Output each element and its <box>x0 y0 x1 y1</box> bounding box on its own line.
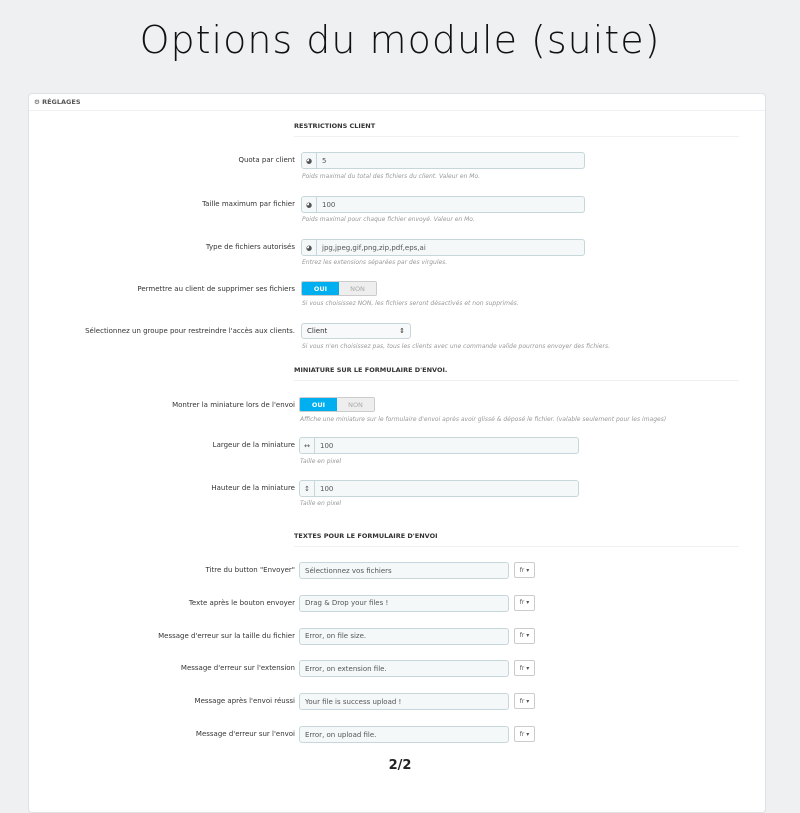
section-textes: TEXTES POUR LE FORMULAIRE D'ENVOI <box>294 532 739 547</box>
toggle-oui[interactable]: OUI <box>302 282 339 295</box>
types-label: Type de fichiers autorisés <box>205 243 295 251</box>
arrows-horizontal-icon: ↔ <box>300 438 315 453</box>
groupe-select[interactable] <box>301 323 411 339</box>
text-value: Error, on file size. <box>305 632 367 641</box>
arrows-vertical-icon: ↕ <box>300 481 315 496</box>
groupe-label: Sélectionnez un groupe pour restreindre l'accès aux clients. <box>85 327 295 335</box>
supprimer-label: Permettre au client de supprimer ses fichiers <box>137 285 295 293</box>
taille-input[interactable] <box>301 196 585 213</box>
groupe-value: Client <box>307 327 328 335</box>
pie-chart-icon: ◕ <box>302 240 317 255</box>
types-input[interactable] <box>301 239 585 256</box>
gears-icon: ⚙ <box>34 98 43 106</box>
text-label: Titre du button "Envoyer" <box>205 566 295 574</box>
taille-help: Poids maximal pour chaque fichier envoyé. Valeur en Mo. <box>302 216 475 223</box>
largeur-value: 100 <box>320 441 334 450</box>
hauteur-label: Hauteur de la miniature <box>211 484 295 492</box>
language-dropdown[interactable]: fr ▾ <box>514 628 535 644</box>
select-arrows-icon: ⇕ <box>399 327 405 335</box>
section-miniature: MINIATURE SUR LE FORMULAIRE D'ENVOI. <box>294 366 739 381</box>
language-dropdown[interactable]: fr ▾ <box>514 595 535 611</box>
toggle-oui[interactable]: OUI <box>300 398 337 411</box>
text-input[interactable] <box>299 726 509 743</box>
text-value: Your file is success upload ! <box>305 697 402 706</box>
supprimer-toggle[interactable] <box>301 281 377 296</box>
page-title: Options du module (suite) <box>139 18 661 62</box>
toggle-non[interactable]: NON <box>339 282 376 295</box>
text-label: Message d'erreur sur l'envoi <box>195 730 295 738</box>
hauteur-help: Taille en pixel <box>300 500 342 507</box>
text-value: Error, on upload file. <box>305 730 377 739</box>
largeur-label: Largeur de la miniature <box>212 441 295 449</box>
text-value: Error, on extension file. <box>305 664 387 673</box>
quota-label: Quota par client <box>238 156 295 164</box>
text-value: Sélectionnez vos fichiers <box>305 566 392 575</box>
section-restrictions: RESTRICTIONS CLIENT <box>294 122 739 137</box>
text-input[interactable] <box>299 562 509 579</box>
types-value: jpg,jpeg,gif,png,zip,pdf,eps,ai <box>322 243 426 252</box>
hauteur-input[interactable] <box>299 480 579 497</box>
montrer-label: Montrer la miniature lors de l'envoi <box>172 401 295 409</box>
montrer-help: Affiche une miniature sur le formulaire d'envoi après avoir glissé & déposé le fichier. (valable seulement pour les images) <box>300 416 667 423</box>
panel-title: RÉGLAGES <box>42 98 81 106</box>
page-indicator: 2/2 <box>388 758 412 773</box>
language-dropdown[interactable]: fr ▾ <box>514 562 535 578</box>
hauteur-value: 100 <box>320 484 334 493</box>
text-input[interactable] <box>299 693 509 710</box>
types-help: Entrez les extensions séparées par des virgules. <box>302 259 448 266</box>
pie-chart-icon: ◕ <box>302 153 317 168</box>
text-input[interactable] <box>299 628 509 645</box>
text-label: Message après l'envoi réussi <box>194 697 295 706</box>
text-label: Message d'erreur sur la taille du fichier <box>158 631 295 640</box>
quota-value: 5 <box>322 156 327 165</box>
pie-chart-icon: ◕ <box>302 197 317 212</box>
panel-header <box>29 94 765 111</box>
quota-help: Poids maximal du total des fichiers du client. Valeur en Mo. <box>302 173 481 180</box>
language-dropdown[interactable]: fr ▾ <box>514 660 535 676</box>
toggle-non[interactable]: NON <box>337 398 374 411</box>
text-label: Texte après le bouton envoyer <box>188 598 295 607</box>
text-label: Message d'erreur sur l'extension <box>180 664 295 673</box>
language-dropdown[interactable]: fr ▾ <box>514 693 535 709</box>
groupe-help: Si vous n'en choisissez pas, tous les clients avec une commande valide pourrons envoyer des fichiers. <box>302 343 610 350</box>
text-value: Drag & Drop your files ! <box>305 599 389 608</box>
text-input[interactable] <box>299 595 509 612</box>
text-input[interactable] <box>299 660 509 677</box>
taille-label: Taille maximum par fichier <box>202 200 295 208</box>
language-dropdown[interactable]: fr ▾ <box>514 726 535 742</box>
largeur-input[interactable] <box>299 437 579 454</box>
quota-input[interactable] <box>301 152 585 169</box>
largeur-help: Taille en pixel <box>300 458 342 465</box>
settings-panel <box>28 93 766 813</box>
taille-value: 100 <box>322 200 336 209</box>
montrer-toggle[interactable] <box>299 397 375 412</box>
supprimer-help: Si vous choisissez NON, les fichiers seront désactivés et non supprimés. <box>302 300 519 307</box>
